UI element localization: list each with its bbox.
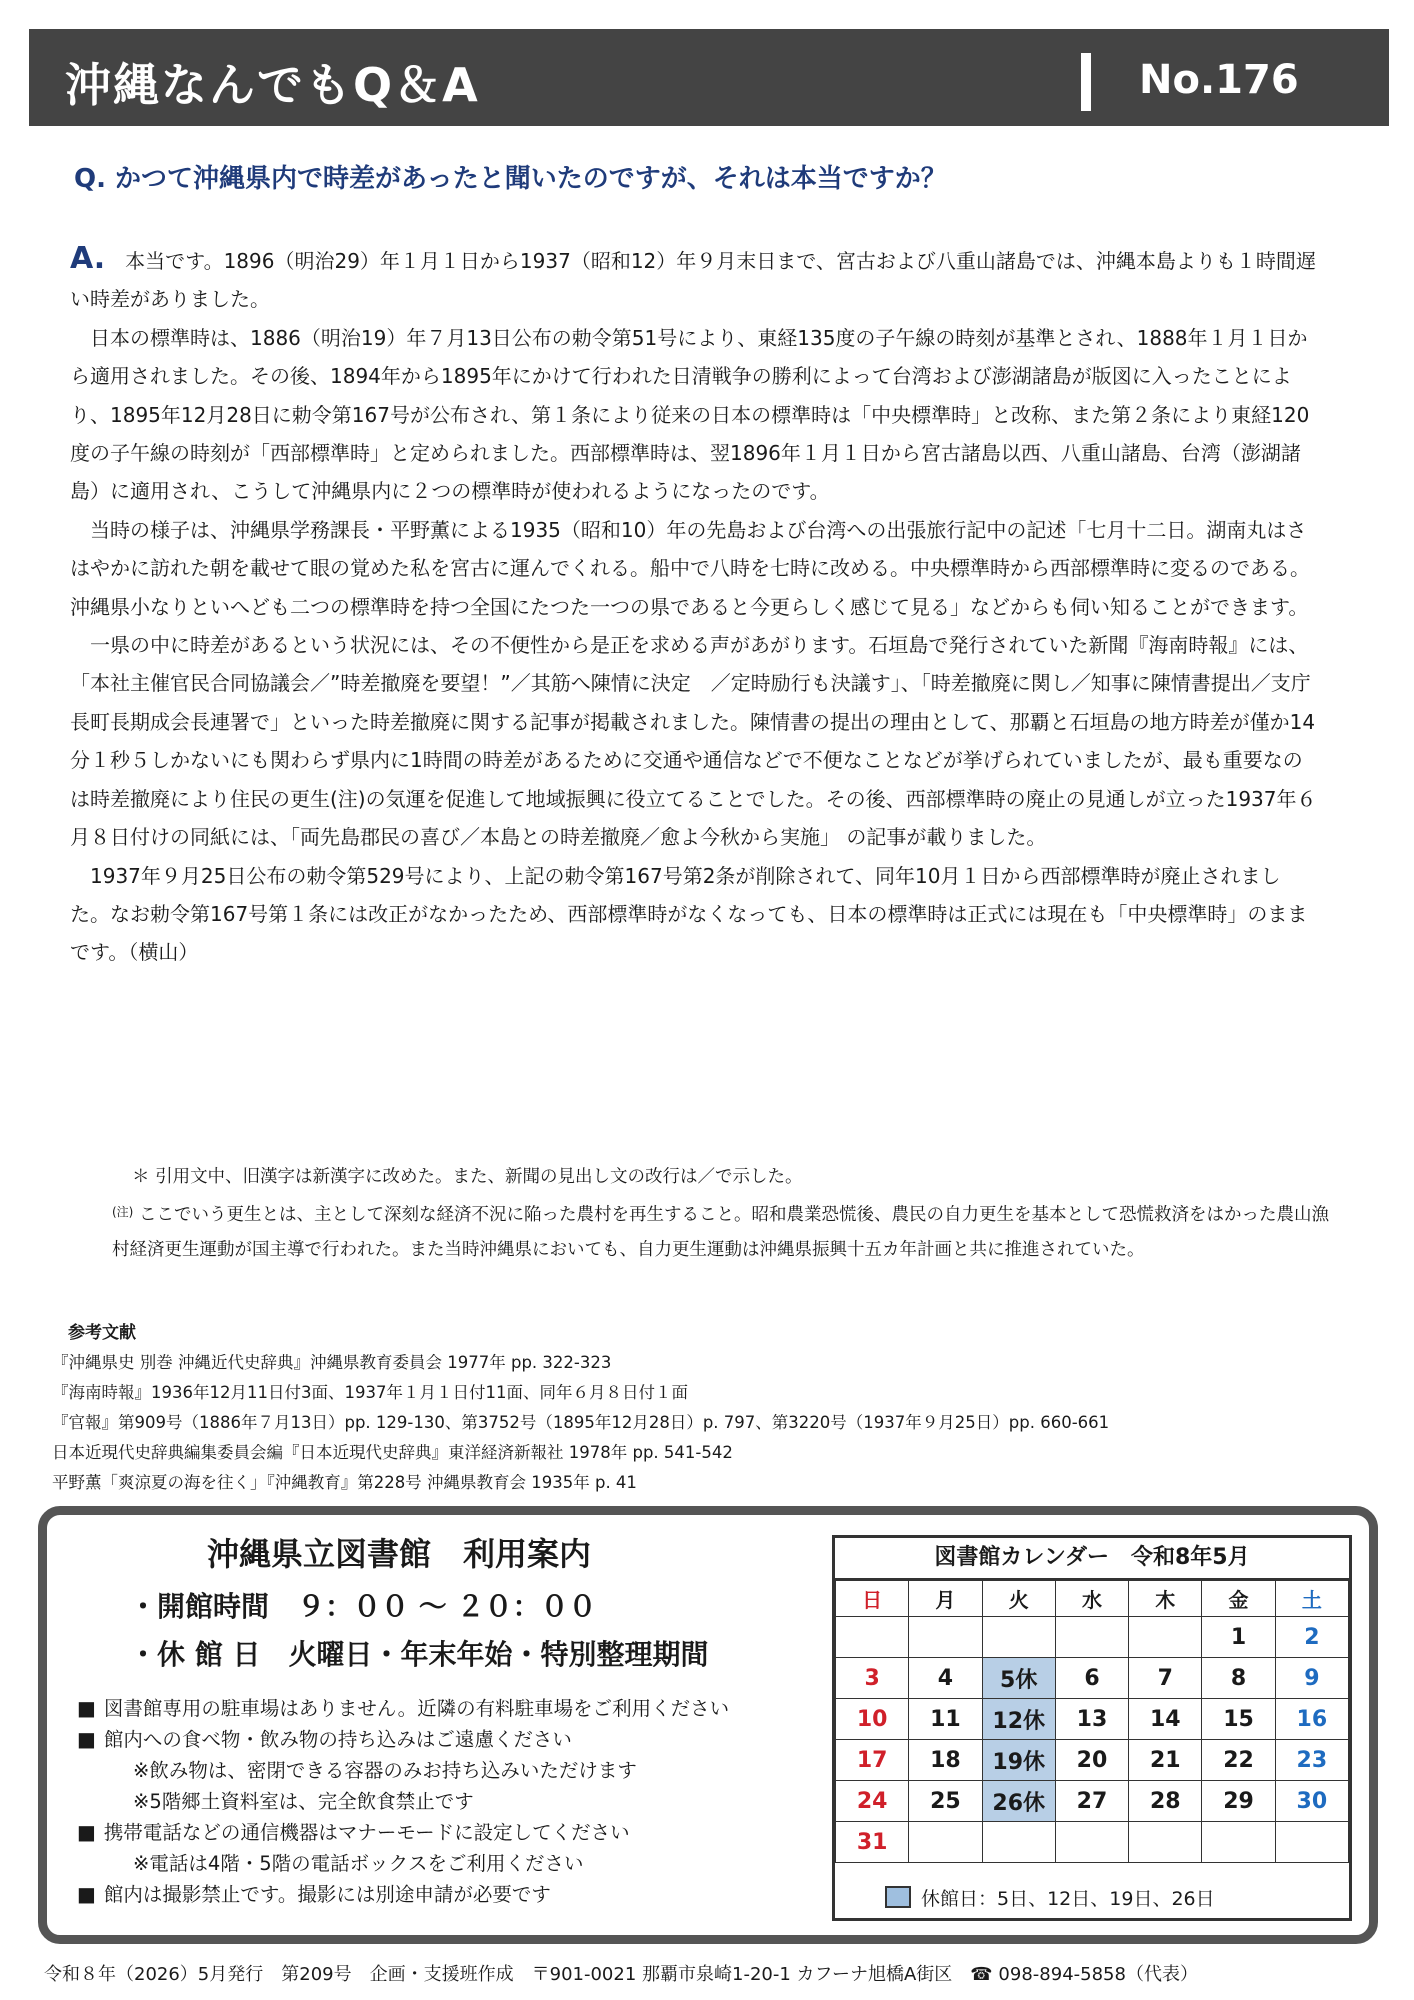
calendar-day: 9: [1275, 1658, 1348, 1699]
calendar-title: 図書館カレンダー 令和8年5月: [835, 1538, 1349, 1580]
answer-paragraph: 1937年９月25日公布の勅令第529号により、上記の勅令第167号第2条が削除されて、同年10月１日から西部標準時が廃止されました。なお勅令第167号第１条には改正がなかったため、西部標準時がなくなっても、日本の標準時は正式には現在も「中央標準時」のままです。（横山）: [70, 863, 1308, 965]
rule-text: 館内は撮影禁止です。撮影には別途申請が必要です: [103, 1883, 551, 1906]
calendar-day: 22: [1202, 1740, 1275, 1781]
calendar-empty: [1202, 1822, 1275, 1863]
references-title: 参考文献: [68, 1323, 136, 1343]
weekday-header: 水: [1055, 1581, 1128, 1617]
rule-subitem: ※5階郷土資料室は、完全飲食禁止です: [133, 1790, 474, 1813]
calendar-day: 10: [836, 1699, 909, 1740]
answer-paragraph: 当時の様子は、沖縄県学務課長・平野薫による1935（昭和10）年の先島および台湾への出張旅行記中の記述「七月十二日。湖南丸はさはやかに訪れた朝を載せて眼の覚めた私を宮古に運んでくれる。船中で八時を七時に改める。中央標準時から西部標準時に変るのである。沖縄県小なりといへども二つの標準時を持つ全国にたつた一つの県であると今更らしく感じて見る」などからも伺い知ることができます。: [70, 517, 1310, 619]
library-info-box: [38, 1506, 1378, 1944]
calendar-day: 24: [836, 1781, 909, 1822]
weekday-header: 日: [836, 1581, 909, 1617]
weekday-header: 木: [1129, 1581, 1202, 1617]
calendar-empty: [982, 1617, 1055, 1658]
note-kosei-text: ここでいう更生とは、主として深刻な経済不況に陥った農村を再生すること。昭和農業恐慌後、農民の自力更生を基本として恐慌救済をはかった農山漁村経済更生運動が国主導で行われた。また当時沖縄県においても、自力更生運動は沖縄県振興十五カ年計画と共に推進されていた。: [112, 1205, 1329, 1260]
calendar-empty: [1055, 1822, 1128, 1863]
calendar-day: 20: [1055, 1740, 1128, 1781]
calendar-week: [836, 1658, 1349, 1699]
reference-item: 『官報』第909号（1886年７月13日）pp. 129-130、第3752号（1895年12月28日）p. 797、第3220号（1937年９月25日）pp. 660-661: [52, 1413, 1110, 1432]
note-kanji: ＊ 引用文中、旧漢字は新漢字に改めた。また、新聞の見出し文の改行は／で示した。: [132, 1167, 803, 1187]
weekday-header: 金: [1202, 1581, 1275, 1617]
calendar-day: 21: [1129, 1740, 1202, 1781]
calendar-empty: [1129, 1822, 1202, 1863]
calendar-day: 27: [1055, 1781, 1128, 1822]
calendar-day: 5休: [982, 1658, 1055, 1699]
calendar-empty: [909, 1822, 982, 1863]
rule-text: 図書館専用の駐車場はありません。近隣の有料駐車場をご利用ください: [103, 1697, 730, 1720]
weekday-header: 土: [1275, 1581, 1348, 1617]
rule-item: [77, 1693, 729, 1724]
holiday-swatch: [885, 1886, 911, 1908]
reference-item: 平野薫「爽涼夏の海を往く」『沖縄教育』第228号 沖縄県教育会 1935年 p. 41: [52, 1473, 637, 1492]
answer-paragraph: 一県の中に時差があるという状況には、その不便性から是正を求める声があがります。石垣島で発行されていた新聞『海南時報』には、「本社主催官民合同協議会／”時差撤廃を要望！”／其筋へ陳情に決定 ／定時励行も決議す」、「時差撤廃に関し／知事に陳情書提出／支庁長町長期成会長連署で」といった時差撤廃に関する記事が掲載されました。陳情書の提出の理由として、那覇と石垣島の地方時差が僅か14分１秒５しかないにも関わらず県内に1時間の時差があるために交通や通信などで不便なことなどが挙げられていましたが、最も重要なのは時差撤廃により住民の更生(注)の気運を促進して地域振興に役立てることでした。その後、西部標準時の廃止の見通しが立った1937年６月８日付けの同紙には、「両先島郡民の喜び／本島との時差撤廃／愈よ今秋から実施」 の記事が載りました。: [70, 633, 1317, 850]
answer-paragraph: 日本の標準時は、1886（明治19）年７月13日公布の勅令第51号により、東経135度の子午線の時刻が基準とされ、1888年１月１日から適用されました。その後、1894年から1895年にかけて行われた日清戦争の勝利によって台湾および澎湖諸島が版図に入ったことにより、1895年12月28日に勅令第167号が公布され、第１条により従来の日本の標準時は「中央標準時」と改称、また第２条により東経120度の子午線の時刻が「西部標準時」と定められました。西部標準時は、翌1896年１月１日から宮古諸島以西、八重山諸島、台湾（澎湖諸島）に適用され、こうして沖縄県内に２つの標準時が使われるようになったのです。: [70, 325, 1310, 504]
question-heading: Q. かつて沖縄県内で時差があったと聞いたのですが、それは本当ですか？: [74, 164, 947, 194]
calendar-empty: [1275, 1822, 1348, 1863]
rule-subitem: ※電話は4階・5階の電話ボックスをご利用ください: [133, 1852, 584, 1875]
rule-subitem: ※飲み物は、密閉できる容器のみお持ち込みいただけます: [133, 1759, 637, 1782]
calendar-day: 23: [1275, 1740, 1348, 1781]
reference-item: 『沖縄県史 別巻 沖縄近代史辞典』沖縄県教育委員会 1977年 pp. 322-323: [52, 1353, 612, 1372]
calendar-day: 31: [836, 1822, 909, 1863]
calendar-day: 13: [1055, 1699, 1128, 1740]
rule-text: 館内への食べ物・飲み物の持ち込みはご遠慮ください: [103, 1728, 572, 1751]
calendar-empty: [1055, 1617, 1128, 1658]
calendar-day: 14: [1129, 1699, 1202, 1740]
calendar-day: 26休: [982, 1781, 1055, 1822]
series-title: 沖縄なんでもQ＆A: [65, 58, 480, 112]
weekday-header: 月: [909, 1581, 982, 1617]
rule-bullet: ■: [77, 1727, 96, 1751]
calendar-day: 29: [1202, 1781, 1275, 1822]
calendar-day: 3: [836, 1658, 909, 1699]
rule-text: 携帯電話などの通信機器はマナーモードに設定してください: [103, 1821, 630, 1844]
calendar-day: 17: [836, 1740, 909, 1781]
rule-bullet: ■: [77, 1696, 96, 1720]
footer-publication-info: 令和８年（2026）5月発行 第209号 企画・支援班作成 〒901-0021 那覇市泉崎1-20-1 カフーナ旭橋A街区 ☎ 098-894-5858（代表）: [44, 1964, 1198, 1985]
issue-number: No.176: [1139, 57, 1299, 103]
calendar-week: [836, 1781, 1349, 1822]
calendar-day: 28: [1129, 1781, 1202, 1822]
answer-paragraph: [70, 240, 1320, 319]
note-kosei: [112, 1195, 1342, 1268]
calendar-week: [836, 1699, 1349, 1740]
rule-item: [77, 1724, 729, 1755]
calendar-empty: [909, 1617, 982, 1658]
answer-body: [70, 240, 1320, 972]
calendar-empty: [1129, 1617, 1202, 1658]
rule-item: [77, 1879, 729, 1910]
calendar-grid: [835, 1580, 1349, 1863]
calendar-day: 18: [909, 1740, 982, 1781]
closed-days: ・休 館 日 火曜日・年末年始・特別整理期間: [129, 1638, 709, 1671]
weekday-header: 火: [982, 1581, 1055, 1617]
calendar-week: [836, 1617, 1349, 1658]
references: [52, 1318, 1372, 1498]
notes: [112, 1160, 1342, 1268]
note-mark: (注): [112, 1205, 134, 1219]
rule-bullet: ■: [77, 1882, 96, 1906]
header-divider: [1081, 53, 1091, 111]
opening-hours: ・開館時間 ９：００ ～ ２０：００: [129, 1590, 597, 1623]
calendar-day: 12休: [982, 1699, 1055, 1740]
answer-paragraph-text: 本当です。1896（明治29）年１月１日から1937（昭和12）年９月末日まで、宮古および八重山諸島では、沖縄本島よりも１時間遅い時差がありました。: [70, 249, 1316, 312]
calendar-day: 7: [1129, 1658, 1202, 1699]
calendar-empty: [836, 1617, 909, 1658]
library-title: 沖縄県立図書館 利用案内: [207, 1535, 592, 1573]
calendar-day: 8: [1202, 1658, 1275, 1699]
calendar-day: 4: [909, 1658, 982, 1699]
calendar-day: 1: [1202, 1617, 1275, 1658]
weekday-row: [836, 1581, 1349, 1617]
calendar-empty: [982, 1822, 1055, 1863]
library-rules: [77, 1693, 729, 1910]
rule-item: [77, 1817, 729, 1848]
calendar-day: 15: [1202, 1699, 1275, 1740]
calendar-day: 16: [1275, 1699, 1348, 1740]
legend-text: 休館日：5日、12日、19日、26日: [921, 1888, 1215, 1910]
library-calendar: [832, 1535, 1352, 1921]
calendar-day: 19休: [982, 1740, 1055, 1781]
calendar-day: 2: [1275, 1617, 1348, 1658]
calendar-day: 6: [1055, 1658, 1128, 1699]
calendar-day: 11: [909, 1699, 982, 1740]
calendar-day: 25: [909, 1781, 982, 1822]
calendar-week: [836, 1740, 1349, 1781]
reference-item: 日本近現代史辞典編集委員会編『日本近現代史辞典』東洋経済新報社 1978年 pp. 541-542: [52, 1443, 733, 1462]
reference-item: 『海南時報』1936年12月11日付3面、1937年１月１日付11面、同年６月８日付１面: [52, 1383, 688, 1402]
answer-mark: A.: [70, 241, 106, 276]
rule-bullet: ■: [77, 1820, 96, 1844]
calendar-legend: [885, 1884, 1215, 1911]
calendar-week: [836, 1822, 1349, 1863]
calendar-day: 30: [1275, 1781, 1348, 1822]
header-banner: [29, 29, 1389, 126]
